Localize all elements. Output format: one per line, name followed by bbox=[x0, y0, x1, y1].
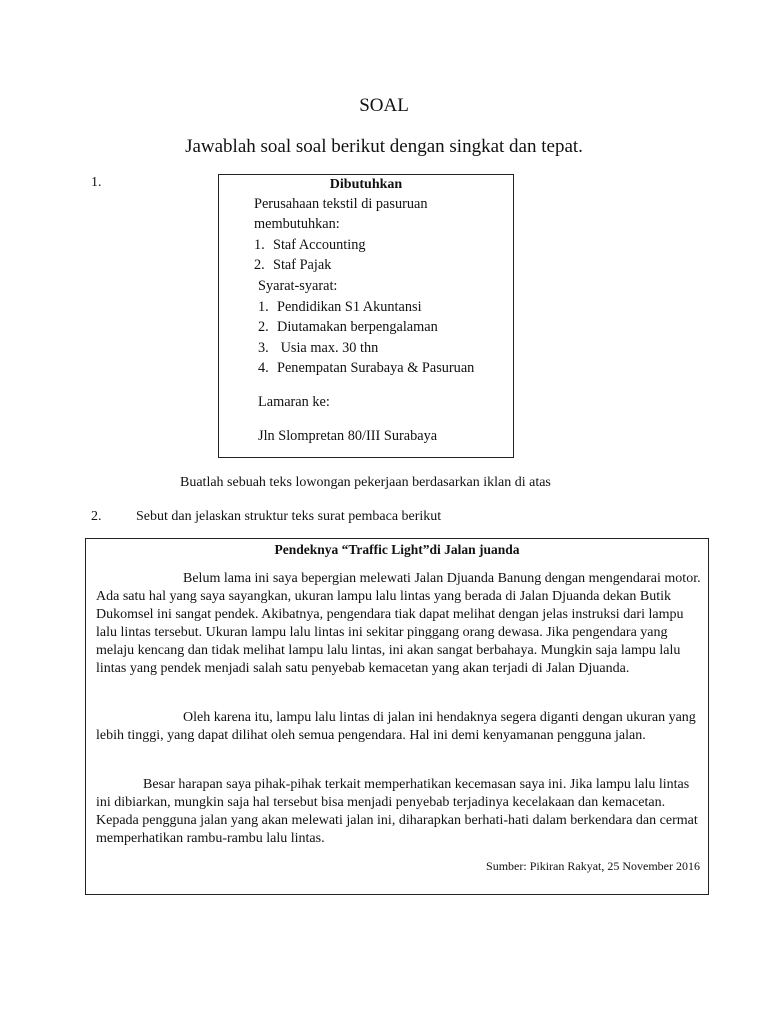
job-ad-box bbox=[218, 174, 514, 458]
letter-title: Pendeknya “Traffic Light”di Jalan juanda bbox=[274, 542, 520, 557]
question-1-number: 1. bbox=[91, 175, 102, 190]
list-number: 1. bbox=[254, 237, 265, 253]
requirement-text: Pendidikan S1 Akuntansi bbox=[277, 299, 422, 315]
question-2-text: Sebut dan jelaskan struktur teks surat pembaca berikut bbox=[136, 509, 442, 524]
letter-paragraph-2: Oleh karena itu, lampu lalu lintas di jalan ini hendaknya segera diganti dengan ukuran yang lebih tinggi, yang dapat dilihat oleh semua pengendara. Hal ini demi kenyamanan pengguna jalan. bbox=[96, 710, 696, 743]
job-ad-position-item bbox=[254, 237, 366, 254]
list-number: 3. bbox=[258, 340, 269, 356]
letter-paragraph-3: Besar harapan saya pihak-pihak terkait memperhatikan kecemasan saya ini. Jika lampu lalu lintas ini dibiarkan, mungkin saja hal tersebut bisa menjadi penyebab terjadinya kecelakaan dan kemacetan. Kepada pengguna jalan yang akan melewati jalan ini, diharapkan berhati-hati dalam berkendara dan cermat memperhatikan rambu-rambu lalu lintas. bbox=[96, 777, 698, 846]
position-text: Staf Pajak bbox=[273, 257, 332, 273]
job-ad-heading: Dibutuhkan bbox=[329, 177, 403, 192]
requirement-text: Diutamakan berpengalaman bbox=[277, 319, 438, 335]
requirement-item bbox=[258, 360, 474, 377]
list-number: 2. bbox=[258, 319, 269, 335]
requirements-label: Syarat-syarat: bbox=[258, 278, 338, 294]
list-number: 2. bbox=[254, 257, 265, 273]
list-number: 4. bbox=[258, 360, 269, 376]
requirement-item bbox=[258, 340, 378, 357]
requirement-text: Penempatan Surabaya & Pasuruan bbox=[277, 360, 475, 376]
page-title: SOAL bbox=[359, 95, 409, 116]
requirement-item bbox=[258, 319, 438, 336]
letter-paragraph-1: Belum lama ini saya bepergian melewati Jalan Djuanda Banung dengan mengendarai motor. Ada satu hal yang saya sayangkan, ukuran lampu lalu lintas yang berada di Jalan Djuanda dekan Butik Dukomsel ini sangat pendek. Akibatnya, pengendara tiak dapat melihat dengan jelas instruksi dari lampu lalu lintas tersebut. Ukuran lampu lalu lintas ini sekitar pinggang orang dewasa. Jika pengendara yang melaju kencang dan tidak melihat lampu lalu lintas, ini akan sangat berbahaya. Mungkin saja lampu lalu lintas yang pendek menjadi salah satu penyebab kemacetan yang akan terjadi di Jalan Djuanda. bbox=[96, 571, 701, 676]
requirement-item bbox=[258, 299, 422, 316]
letter-source: Sumber: Pikiran Rakyat, 25 November 2016 bbox=[486, 859, 700, 873]
question-1-task: Buatlah sebuah teks lowongan pekerjaan berdasarkan iklan di atas bbox=[180, 475, 551, 490]
apply-label: Lamaran ke: bbox=[258, 394, 330, 410]
requirement-text: Usia max. 30 thn bbox=[277, 340, 379, 356]
question-2-number: 2. bbox=[91, 509, 102, 524]
job-ad-intro-line-1: Perusahaan tekstil di pasuruan bbox=[254, 196, 428, 212]
job-ad-intro-line-2: membutuhkan: bbox=[254, 216, 340, 232]
list-number: 1. bbox=[258, 299, 269, 315]
reader-letter-box bbox=[85, 538, 709, 895]
apply-address: Jln Slompretan 80/III Surabaya bbox=[258, 428, 438, 444]
position-text: Staf Accounting bbox=[273, 237, 366, 253]
job-ad-position-item bbox=[254, 257, 331, 274]
instruction-text: Jawablah soal soal berikut dengan singkat dan tepat. bbox=[185, 136, 583, 157]
